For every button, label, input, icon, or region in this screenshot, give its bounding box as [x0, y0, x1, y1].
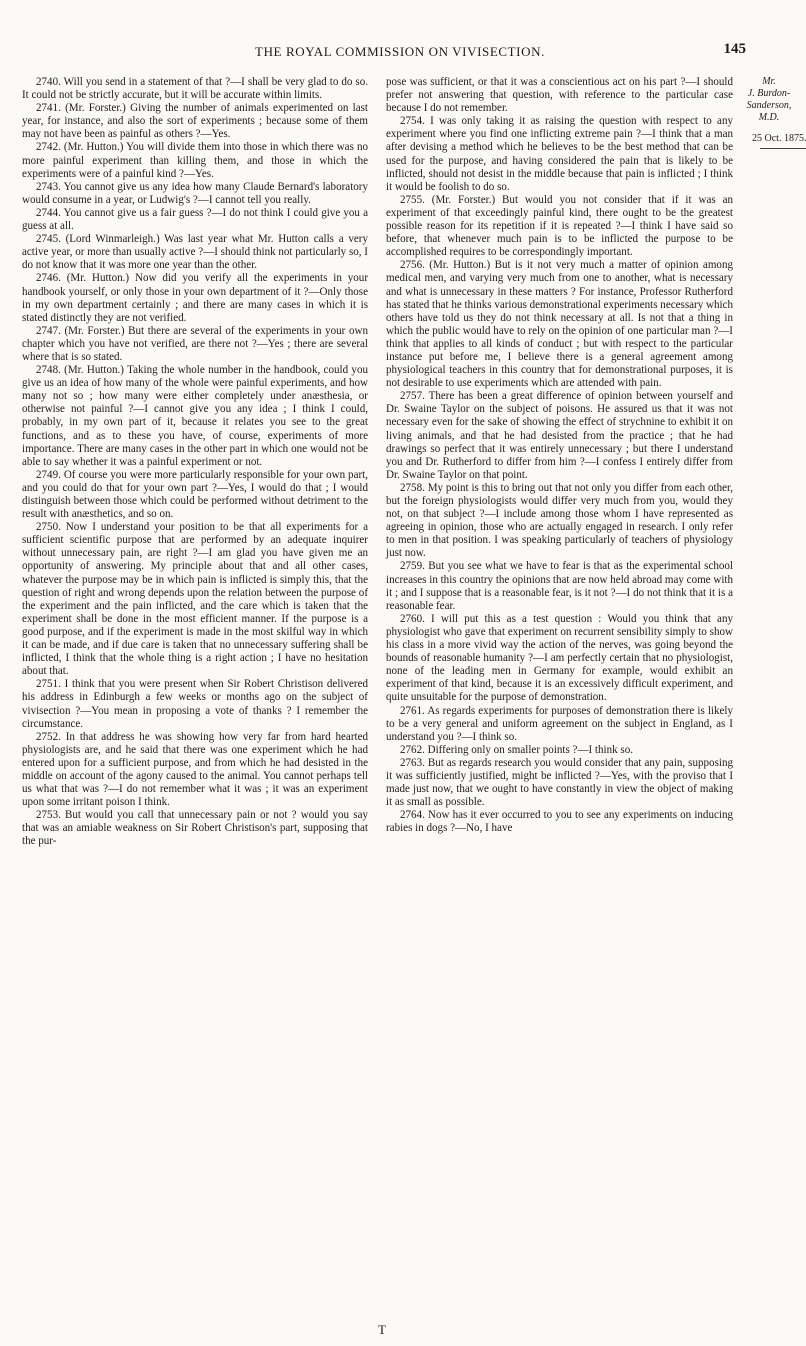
paragraph: 2751. I think that you were present when Sir Robert Christison delivered his address in Edinburgh a few weeks or months ago on the subject of vivisection ?—You mean in proposing a vote of thanks ? I remember the circumstance.	[22, 678, 368, 730]
paragraph: 2747. (Mr. Forster.) But there are several of the experiments in your own chapter which you have not verified, are there not ?—Yes ; there are several where that is so stated.	[22, 324, 368, 363]
paragraph: 2749. Of course you were more particularly responsible for your own part, and you could do that for your own part ?—Yes, I would do that ; I would distinguish between those which could be performed without detriment to the result with anæsthetics, and so on.	[22, 468, 368, 521]
paragraph: 2743. You cannot give us any idea how many Claude Bernard's laboratory would consume in a year, or Ludwig's ?—I cannot tell you really.	[22, 180, 368, 206]
paragraph: 2760. I will put this as a test question : Would you think that any physiologist who gave that experiment on recurrent sensibility simply to show his class in a more vivid way the action of the nerves, was going beyond the bounds of reasonable humanity ?—I am perfectly certain that no physiologist, none of the leading men in Germany for example, would exhibit an experiment of that kind, because it is an excessively difficult experiment, and quite unsuitable for the purpose of demonstration.	[386, 612, 733, 704]
paragraph: 2745. (Lord Winmarleigh.) Was last year what Mr. Hutton calls a very active year, or more than usually active ?—I should think not particularly so, I do not know that it was more one year than the other.	[22, 233, 368, 272]
paragraph: 2762. Differing only on smaller points ?—I think so.	[400, 743, 633, 756]
paragraph: pose was sufficient, or that it was a conscientious act on his part ?—I should prefer not answering that question, with reference to the particular case because I do not remember.	[386, 76, 733, 115]
paragraph: 2764. Now has it ever occurred to you to see any experiments on inducing rabies in dogs ?—No, I have	[386, 809, 733, 835]
paragraph: 2741. (Mr. Forster.) Giving the number of animals experimented on last year, for instance, and also the sort of experiments ; because some of them may not have been as painful as others ?—Yes.	[22, 102, 368, 141]
hearing-date: 25 Oct. 1875.	[752, 133, 806, 144]
paragraph: 2757. There has been a great difference of opinion between yourself and Dr. Swaine Taylor on the subject of poisons. He assured us that it was not necessary even for the sake of showing the effect of strychnine to exhibit it on living animals, and that he had desisted from the practice ; that he had drawings so perfect that it was entirely unnecessary ; but there I understand you and Dr. Rutherford to differ from him ?—I confess I entirely differ from Dr. Swaine Taylor on that point.	[386, 390, 733, 481]
running-title: THE ROYAL COMMISSION ON VIVISECTION.	[255, 44, 545, 59]
paragraph: 2752. In that address he was showing how very far from hard hearted physiologists are, and he said that there was one experiment which he had entered upon for a sufficient purpose, and from which he had desisted in the middle on account of the agony caused to the animal. You cannot perhaps tell us what that was ?—I do not remember what it was ; it was an experiment upon some irritant poison I think.	[22, 730, 368, 809]
left-column	[22, 76, 368, 849]
paragraph: 2754. I was only taking it as raising the question with respect to any experiment where you find one inflicting extreme pain ?—I think that a man after devising a method which he believes to be the best method that can be used for the purpose, and having considered the pain that is likely to be inflicted, should not desist in the middle because that pain is inflicted ; I think it would be foolish to do so.	[386, 115, 733, 193]
paragraph: 2753. But would you call that unnecessary pain or not ? would you say that was an amiable weakness on Sir Robert Christison's part, supposing that the pur-	[22, 809, 368, 848]
paragraph: 2758. My point is this to bring out that not only you differ from each other, but the foreign physiologists would differ very much from you, would they not, on that subject ?—I include among those whom I have represented as agreeing in opinion, those who are actually engaged in research. I only refer to men in that position. I was speaking particularly of teachers of physiology just now.	[386, 481, 733, 560]
paragraph: 2740. Will you send in a statement of that ?—I shall be very glad to do so. It could not be strictly accurate, but it will be accurate within limits.	[22, 76, 368, 102]
witness-name-line: J. Burdon-	[747, 88, 791, 99]
paragraph: 2750. Now I understand your position to be that all experiments for a sufficient scientific purpose that are performed by an adequate inquirer without unnecessary pain, are right ?—I am glad you have given me an opportunity of answering. My principle about that and all other cases, whatever the purpose may be in which pain is inflicted is simply this, that the question of right and wrong depends upon the relation between the purpose of the experiment and the pain inflicted, and the care which is taken that the experiment shall be done in the most efficient manner. If the purpose is a good purpose, and if the experiment is made in the most skilful way in which it can be made, and if due care is taken that no unnecessary suffering shall be inflicted, I think that the whole thing is a right action ; I have no hesitation about that.	[22, 521, 368, 678]
right-column	[386, 76, 733, 835]
paragraph: 2759. But you see what we have to fear is that as the experimental school increases in this country the opinions that are now held abroad may come with it ; and I suppose that is a reasonable fear, is it not ?—I do not think that it is a reasonable fear.	[386, 560, 733, 612]
witness-name-line: M.D.	[758, 112, 780, 123]
paragraph: 2746. (Mr. Hutton.) Now did you verify all the experiments in your handbook yourself, or only those in your own department of it ?—Only those in my own department certainly ; and there are many cases in which it is stated distinctly they are not verified.	[22, 272, 368, 324]
paragraph: 2761. As regards experiments for purposes of demonstration there is likely to be a very general and uniform agreement on the subject in England, as I understand you ?—I think so.	[386, 704, 733, 743]
signature-mark: T	[378, 1322, 386, 1337]
paragraph: 2756. (Mr. Hutton.) But is it not very much a matter of opinion among medical men, and varying very much from one to another, what is necessary and what is unnecessary in these matters ? For instance, Professor Rutherford has stated that he thinks various demonstrational experiments necessary which others have told us they do not think necessary at all. Is not that a thing in which the public would have to rely on the opinion of one particular man ?—I think that applies to all kinds of conduct ; but with respect to the particular instance put before me, I believe there is a general agreement among physiological teachers in this country that for demonstrational purposes, it is not desirable to use experiments which are attended with pain.	[386, 259, 733, 390]
paragraph: 2748. (Mr. Hutton.) Taking the whole number in the handbook, could you give us an idea of how many of the whole were painful experiments, and how many not so ; how many were either completely under anæsthesia, or otherwise not painful ?—I cannot give you any idea ; I think I could, probably, in my own part of it, because it relates you see to the great functions, and as to these you have, of course, experiments of more importance. There are many cases in the other part in which one would not be able to say whether it was a painful experiment or not.	[22, 364, 368, 468]
page-number: 145	[723, 41, 746, 57]
witness-name-line: Sanderson,	[746, 100, 792, 111]
paragraph: 2755. (Mr. Forster.) But would you not consider that if it was an experiment of that exceedingly painful kind, there ought to be the greatest possible reason for its repetition if it is repeated ?—I think I have said so before, that whenever much pain is to be inflicted the purpose to be accomplished requires to be correspondingly important.	[386, 193, 733, 259]
paragraph: 2744. You cannot give us a fair guess ?—I do not think I could give you a guess at all.	[22, 206, 368, 233]
margin-note	[744, 76, 806, 149]
witness-name-line: Mr.	[762, 76, 776, 87]
paragraph: 2763. But as regards research you would consider that any pain, supposing it was sufficiently justified, might be inflicted ?—Yes, with the proviso that I made just now, that we ought to have constantly in view the object of making it as small as possible.	[386, 756, 733, 809]
witness-name	[744, 76, 794, 124]
paragraph: 2742. (Mr. Hutton.) You will divide them into those in which there was no more painful experiment than killing them, and those in which the experiments were of a painful kind ?—Yes.	[22, 141, 368, 180]
margin-rule	[760, 148, 806, 149]
